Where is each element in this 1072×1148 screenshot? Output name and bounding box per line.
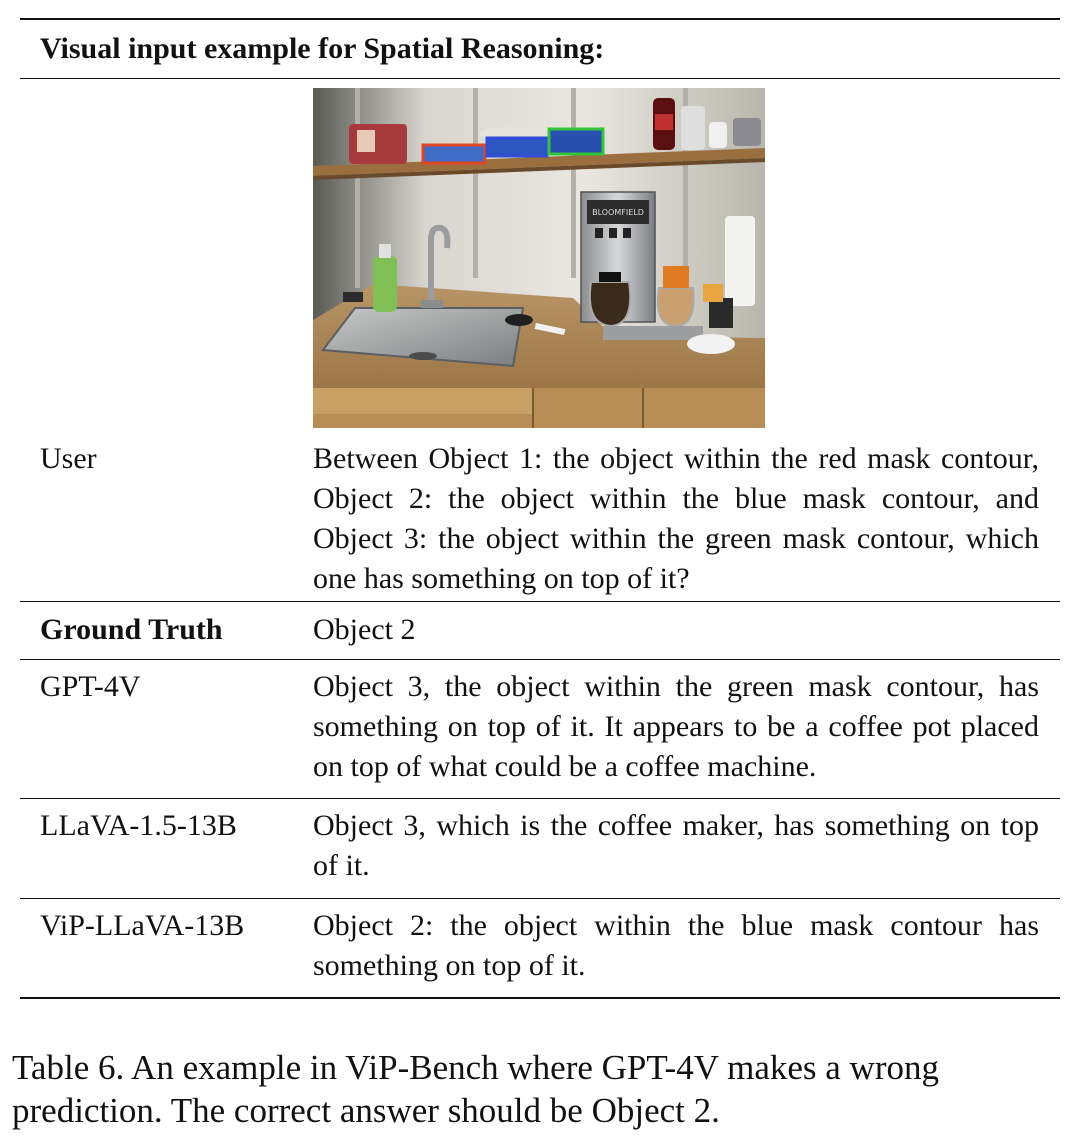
table-header: Visual input example for Spatial Reasoning: (40, 32, 605, 65)
table-caption: Table 6. An example in ViP-Bench where GPT-4V makes a wrong prediction. The correct answer should be Object 2. (12, 1048, 939, 1130)
vip-llava-answer: Object 2: the object within the blue mask contour has something on top of it. (313, 909, 1039, 982)
ground-truth-answer: Object 2 (313, 613, 416, 646)
row-label: Ground Truth (40, 613, 223, 646)
bottom-rule (20, 997, 1060, 999)
gpt4v-row (20, 660, 1060, 798)
row-label: User (40, 442, 97, 475)
user-question: Between Object 1: the object within the red mask contour, Object 2: the object within the blue mask contour, and Object 3: the object within the green mask contour, which one has something on top of it? (313, 442, 1039, 595)
user-row (20, 431, 1060, 601)
row-label: ViP-LLaVA-13B (40, 909, 245, 942)
machine-brand: BLOOMFIELD (592, 208, 644, 217)
results-table (20, 18, 1060, 999)
gpt4v-answer: Object 3, the object within the green mask contour, has something on top of it. It appears to be a coffee pot placed on top of what could be a coffee machine. (313, 670, 1039, 783)
llava-answer: Object 3, which is the coffee maker, has something on top of it. (313, 809, 1039, 882)
row-label: LLaVA-1.5-13B (40, 809, 237, 842)
row-label: GPT-4V (40, 670, 141, 703)
llava-row (20, 799, 1060, 898)
kitchen-scene-photo (313, 88, 765, 428)
ground-truth-row (20, 602, 1060, 659)
vip-llava-row (20, 899, 1060, 997)
visual-input-row (20, 79, 1060, 431)
